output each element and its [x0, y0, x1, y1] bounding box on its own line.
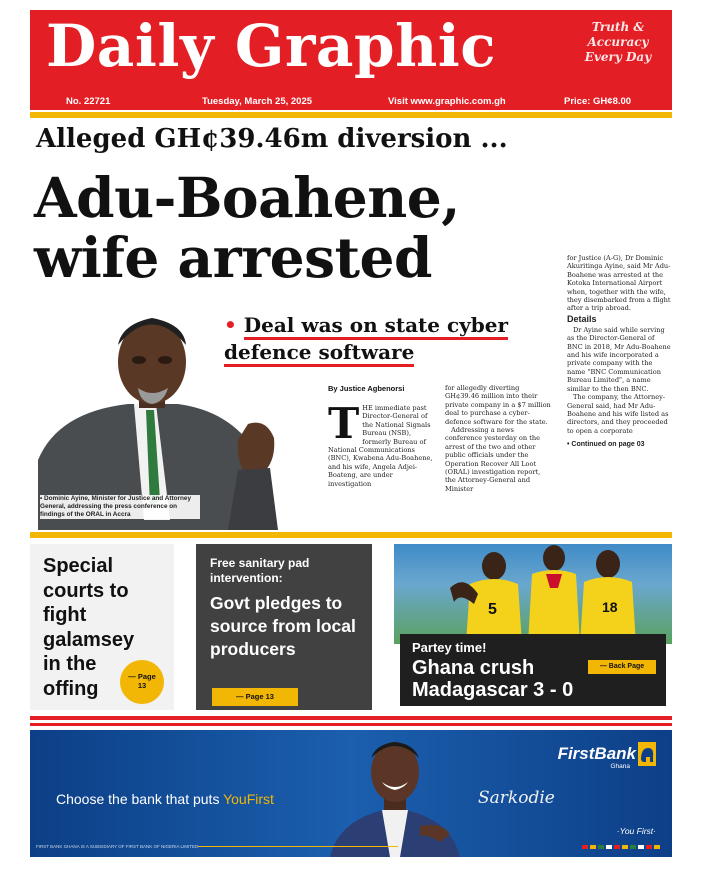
firstbank-country: Ghana [610, 763, 630, 770]
headline-line-1: Adu-Boahene, [34, 165, 460, 230]
story-column-1 [328, 399, 434, 488]
galamsey-line: galamsey [43, 628, 135, 651]
galamsey-line: Special [43, 555, 114, 577]
masthead-info-bar [30, 94, 672, 110]
sports-headline-box [400, 634, 666, 706]
page-badge-label: — Page [128, 672, 156, 681]
sports-headline: Ghana crush Madagascar 3 - 0 [412, 657, 574, 701]
story-column-3 [567, 254, 672, 450]
details-subhead: Details [567, 313, 597, 324]
galamsey-page-badge[interactable] [120, 660, 164, 704]
story-column-2 [445, 384, 553, 493]
tagline-line-2: Accuracy [587, 35, 649, 49]
sports-page-ref[interactable]: — Back Page [588, 660, 656, 674]
sports-teaser[interactable] [394, 544, 672, 710]
ad-divider-bottom [30, 723, 672, 726]
section-divider [30, 532, 672, 538]
ad-accent-line [198, 846, 398, 847]
sanitary-pad-teaser[interactable] [196, 544, 372, 710]
ad-slogan-text: Choose the bank that puts [56, 791, 224, 807]
galamsey-line: fight [43, 604, 87, 626]
masthead [30, 10, 672, 110]
galamsey-line: offing [43, 677, 99, 700]
ad-fine-print: FIRST BANK GHANA IS A SUBSIDIARY OF FIRST BANK OF NIGERIA LIMITED [36, 844, 199, 849]
issue-date: Tuesday, March 25, 2025 [202, 96, 313, 107]
page-badge-number: 13 [137, 681, 147, 690]
sanitary-page-ref[interactable]: — Page 13 [212, 688, 298, 706]
newspaper-title: Daily Graphic [46, 12, 497, 80]
masthead-divider [30, 112, 672, 118]
subhead-bullet: • [224, 313, 237, 337]
ambassador-illustration [320, 730, 470, 857]
sanitary-kicker: Free sanitary pad intervention: [210, 556, 310, 585]
website-link[interactable]: Visit www.graphic.com.gh [388, 96, 506, 107]
ad-slogan [56, 791, 274, 807]
elephant-logo-icon [638, 742, 656, 766]
tagline-line-1: Truth & [591, 20, 645, 34]
ambassador-signature: Sarkodie [478, 788, 555, 808]
masthead-tagline [578, 20, 658, 65]
football-players-illustration [394, 544, 672, 644]
story-paragraph: The company, the Attorney-General said, had Mr Adu-Boahene and his wife listed as directors, and they proceeded to open a corporate [567, 393, 669, 435]
jersey-number-b: 18 [602, 599, 618, 615]
issue-price: Price: GH¢8.00 [564, 96, 632, 107]
subhead-text: Deal was on state cyber defence software [224, 313, 508, 367]
galamsey-line: in the [43, 653, 97, 675]
firstbank-logo-text: FirstBank [557, 744, 636, 763]
drop-cap: T [328, 399, 360, 448]
football-photo [394, 544, 672, 644]
ad-tagline: ·You First· [616, 826, 656, 836]
ad-slogan-highlight: YouFirst [223, 791, 274, 807]
continued-link[interactable]: • Continued on page 03 [567, 441, 645, 449]
lead-headline [34, 165, 554, 290]
story-paragraph: Addressing a news conference yesterday on the arrest of the two and other public officials under the Operation Recover All Loot (ORAL) investigation report, the Attorney-General and Minister [445, 426, 541, 493]
tagline-line-3: Every Day [584, 50, 652, 64]
issue-number: No. 22721 [66, 96, 111, 107]
headline-line-2: wife arrested [34, 225, 432, 290]
galamsey-line: courts to [43, 579, 129, 602]
lead-kicker: Alleged GH¢39.46m diversion ... [36, 124, 508, 154]
story-column-1-text: HE immediate past Director-General of the National Signals Bureau (NSB), formerly Bureau of National Communications (BNC), Kwabena Adu-Boahene, and his wife, Angela Adjei-Boateng, are under investigation [328, 404, 433, 488]
story-paragraph: Dr Ayine said while serving as the Director-General of BNC in 2018, Mr Adu-Boahene and his wife incorporated a private company with the name "BNC Communication Bureau Limited", a name similar to the then BNC. [567, 325, 671, 393]
story-paragraph: for allegedly diverting GH¢39.46 million into their private company in a $7 million deal to purchase a cyber-defence software for the state. [445, 384, 551, 426]
sanitary-headline: Govt pledges to source from local producers [210, 593, 356, 659]
jersey-number-a: 5 [488, 601, 497, 618]
photo-caption: • Dominic Ayine, Minister for Justice and Attorney General, addressing the press conference on findings of the ORAL in Accra [40, 495, 200, 519]
sports-kicker: Partey time! [412, 640, 487, 655]
firstbank-advertisement[interactable] [30, 730, 672, 857]
ad-color-dots [582, 844, 662, 850]
lead-subhead [224, 312, 554, 366]
byline: By Justice Agbenorsi [328, 384, 405, 393]
story-paragraph: for Justice (A-G), Dr Dominic Akuritinga Ayine, said Mr Adu-Boahene was arrested at the Kotoka International Airport when, together with the wife, they disembarked from a flight after a trip abroad. [567, 254, 671, 313]
